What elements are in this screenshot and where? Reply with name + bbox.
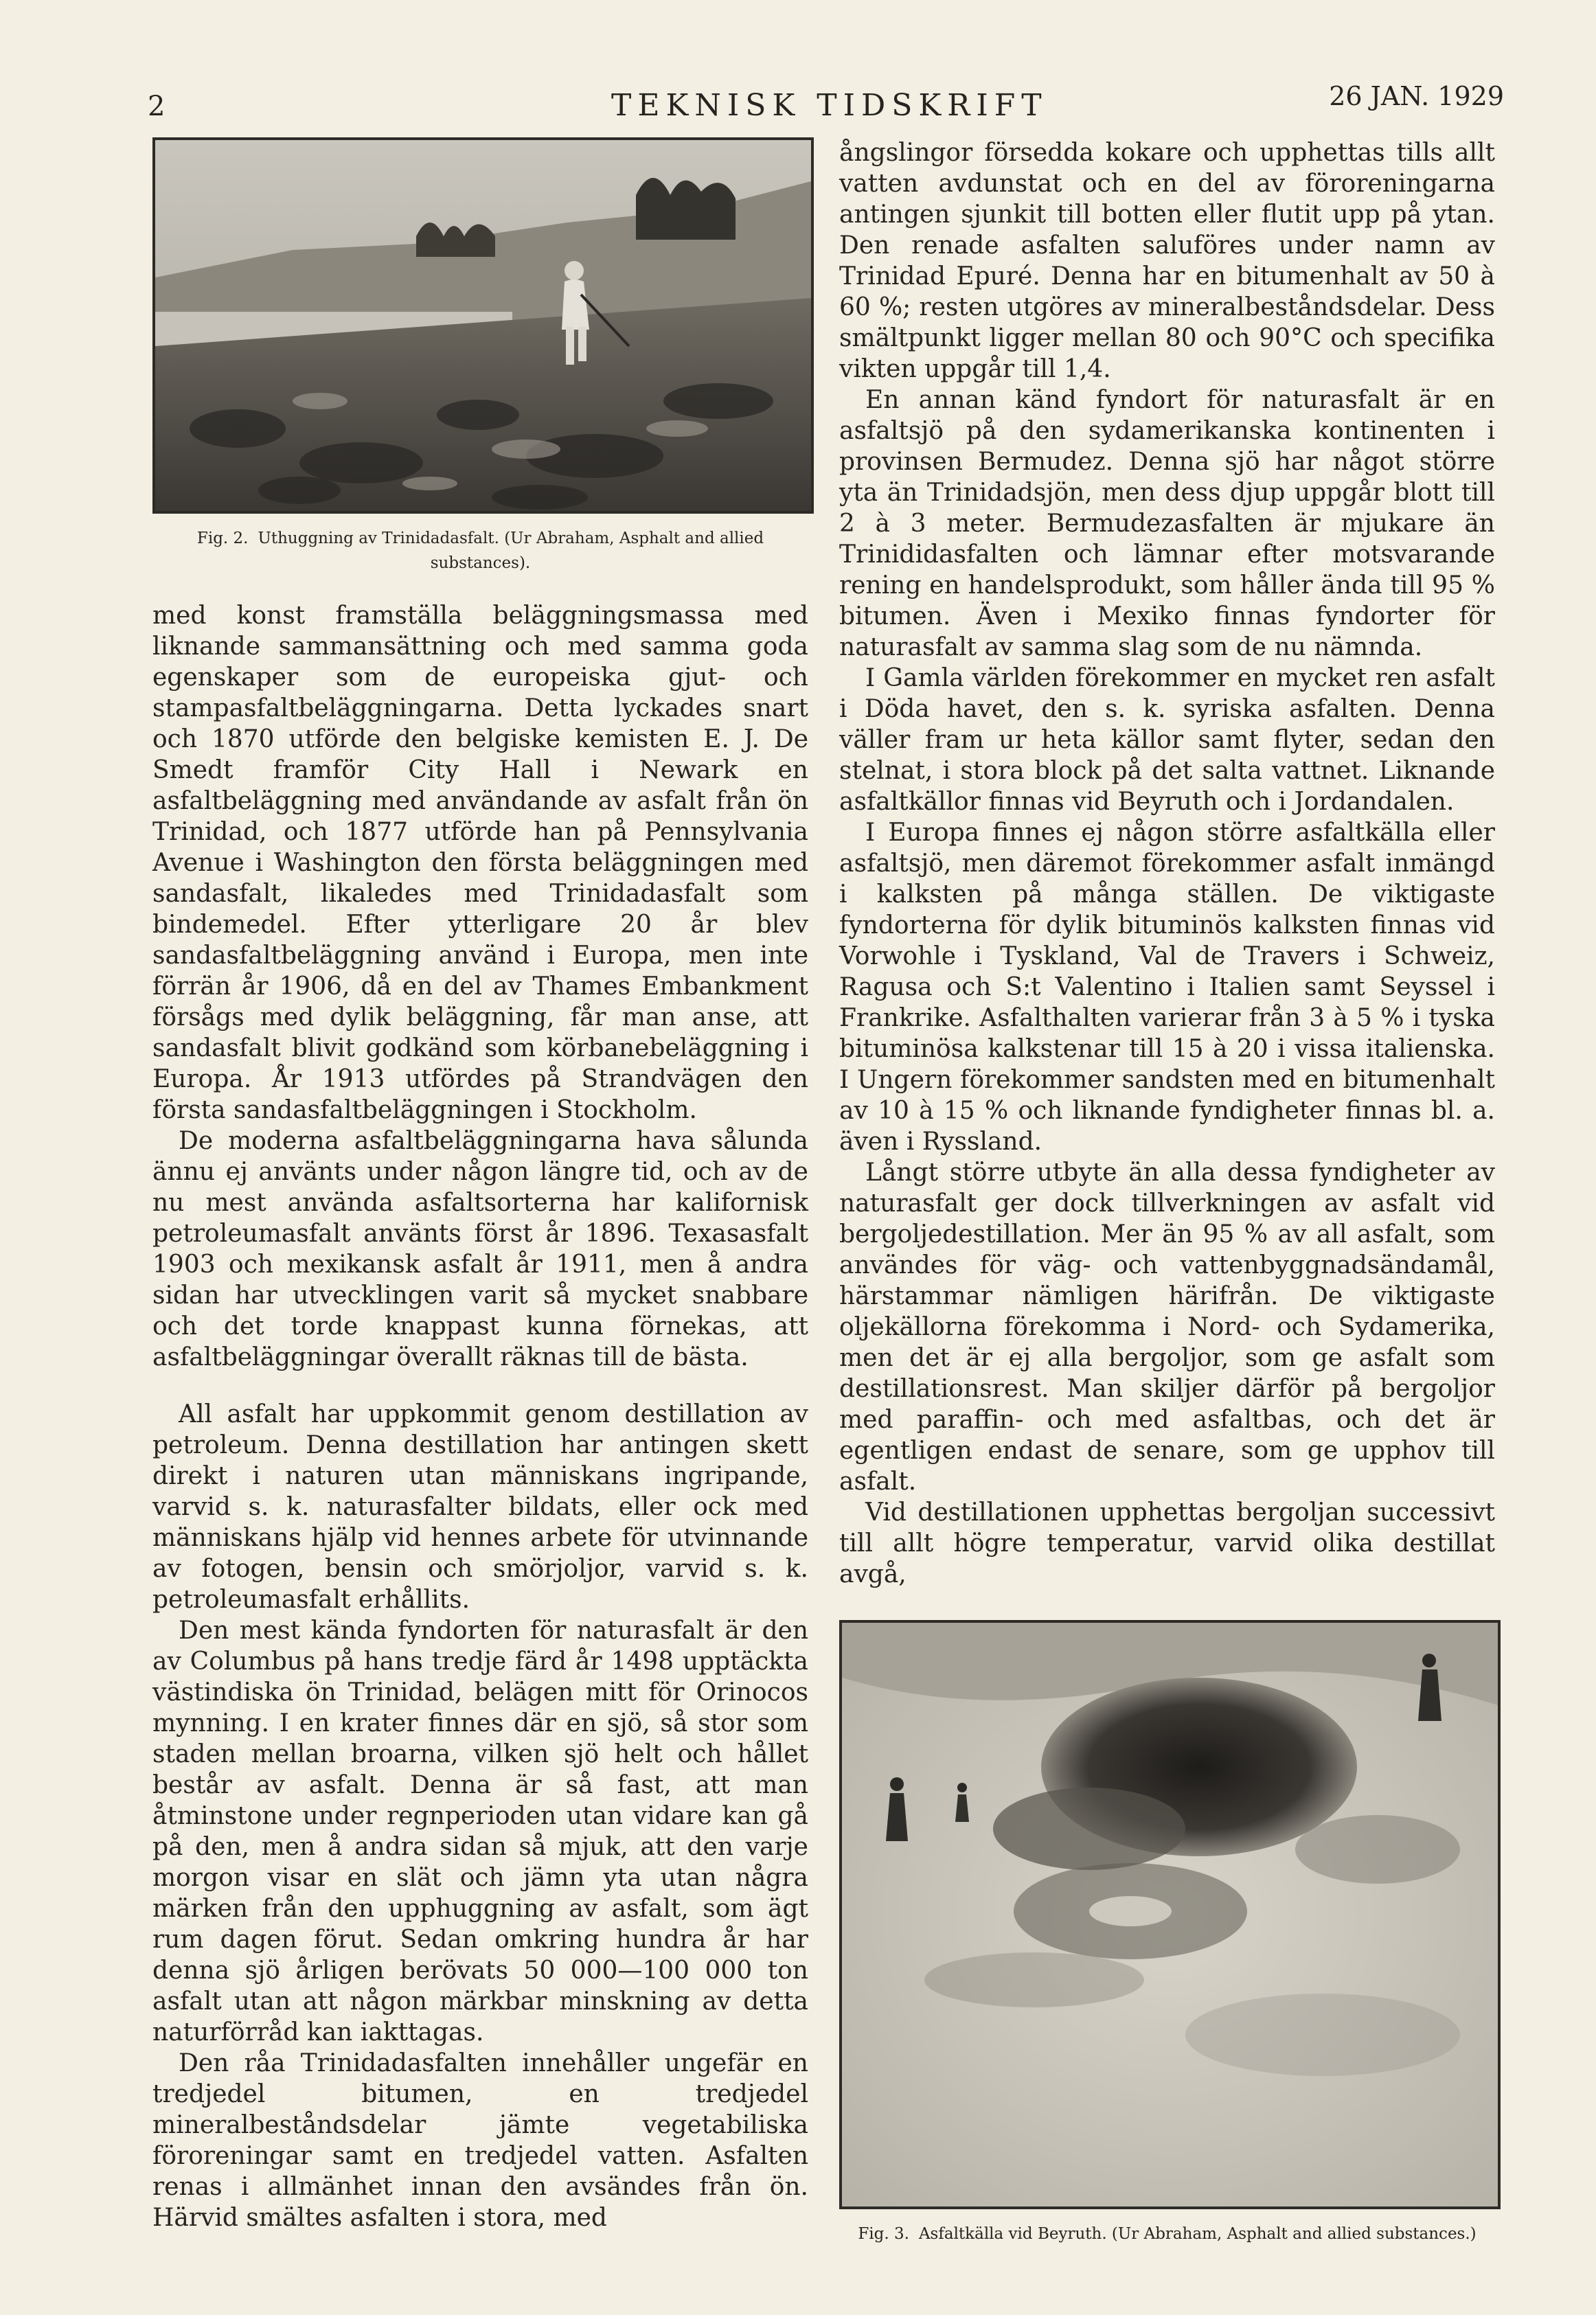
paragraph: De moderna asfaltbeläggningarna hava sålunda ännu ej använts under någon längre tid, och av de nu mest använda asfaltsorterna har kalifornisk petroleumasfalt använts först år 1896. Texasasfalt 1903 och mexikansk asfalt år 1911, men å andra sidan har utvecklingen varit så mycket snabbare och det torde knappast kunna förnekas, att asfaltbeläggningar överallt räknas till de bästa. [152, 1127, 808, 1371]
figure-3-caption [846, 2222, 1488, 2246]
page-number: 2 [148, 91, 166, 122]
paragraph: En annan känd fyndort för naturasfalt är en asfaltsjö på den sydamerikanska kontinenten i provinsen Bermudez. Denna sjö har något större yta än Trinidadsjön, men dess djup uppgår blott till 2 à 3 meter. Bermudezasfalten är mjukare än Trinididasfalten och lämnar efter motsvarande rening en handelsprodukt, som håller ända till 95 % bitumen. Även i Mexiko finnas fyndorter för naturasfalt av samma slag som de nu nämnda. [839, 386, 1495, 661]
figure-2-label: Fig. 2. [196, 529, 249, 547]
journal-title: TEKNISK TIDSKRIFT [611, 88, 1048, 123]
figure-2-photo [152, 137, 814, 514]
figure-3-label: Fig. 3. [858, 2225, 909, 2243]
right-column-text [839, 137, 1495, 1590]
figure-2-caption-text: Uthuggning av Trinidadasfalt. (Ur Abraham, Asphalt and allied substances). [258, 529, 764, 572]
paragraph: I Gamla världen förekommer en mycket ren asfalt i Döda havet, den s. k. syriska asfalten. Denna väller fram ur heta källor samt flyter, sedan den stelnat, i stora block på det salta vattnet. Liknande asfaltkällor finnas vid Beyruth och i Jordandalen. [839, 664, 1495, 816]
paragraph: ångslingor försedda kokare och upphettas tills allt vatten avdunstat och en del av föroreningarna antingen sjunkit till botten eller flutit upp på ytan. Den renade asfalten saluföres under namn av Trinidad Epuré. Denna har en bitumenhalt av 50 à 60 %; resten utgöres av mineralbeståndsdelar. Dess smältpunkt ligger mellan 80 och 90°C och specifika vikten uppgår till 1,4. [839, 139, 1495, 383]
figure-3-block [839, 1620, 1495, 2246]
paragraph: All asfalt har uppkommit genom destillation av petroleum. Denna destillation har antingen skett direkt i naturen utan människans ingripande, varvid s. k. naturasfalter bildats, eller ock med människans hjälp vid hennes arbete för utvinnande av fotogen, bensin och smörjoljor, varvid s. k. petroleumasfalt erhållits. [152, 1400, 808, 1614]
page-header [148, 81, 1504, 129]
paragraph: Den mest kända fyndorten för naturasfalt är den av Columbus på hans tredje färd år 1498 upptäckta västindiska ön Trinidad, belägen mitt för Orinocos mynning. I en krater finnes där en sjö, så stor som staden mellan broarna, vilken sjö helt och hållet består av asfalt. Denna är så fast, att man åtminstone under regnperioden utan vidare kan gå på den, men å andra sidan så mjuk, att den varje morgon visar en slät och jämn yta utan några märken från den upphuggning av asfalt, som ägt rum dagen förut. Sedan omkring hundra år har denna sjö årligen berövats 50 000—100 000 ton asfalt utan att någon märkbar minskning av detta naturförråd kan iakttagas. [152, 1617, 808, 2046]
paragraph: I Europa finnes ej någon större asfaltkälla eller asfaltsjö, men däremot förekommer asfalt inmängd i kalksten på många ställen. De viktigaste fyndorterna för dylik bituminös kalksten finnas vid Vorwohle i Tyskland, Val de Travers i Schweiz, Ragusa och S:t Valentino i Italien samt Seyssel i Frankrike. Asfalthalten varierar från 3 à 5 % i tyska bituminösa kalkstenar till 15 à 20 i vissa italienska. I Ungern förekommer sandsten med en bitumenhalt av 10 à 15 % och liknande fyndigheter finnas bl. a. även i Ryssland. [839, 819, 1495, 1156]
left-column-text [152, 600, 808, 2233]
right-column [839, 137, 1495, 2246]
figure-3-caption-text: Asfaltkälla vid Beyruth. (Ur Abraham, Asphalt and allied substances.) [918, 2225, 1477, 2243]
paragraph: Den råa Trinidadasfalten innehåller ungefär en tredjedel bitumen, en tredjedel mineralbeståndsdelar jämte vegetabiliska föroreningar samt en tredjedel vatten. Asfalten renas i allmänhet innan den avsändes från ön. Härvid smältes asfalten i stora, med [152, 2049, 808, 2232]
paragraph: Långt större utbyte än alla dessa fyndigheter av naturasfalt ger dock tillverkningen av asfalt vid bergoljedestillation. Mer än 95 % av all asfalt, som användes för väg- och vattenbyggnadsändamål, härstammar nämligen härifrån. De viktigaste oljekällorna förekomma i Nord- och Sydamerika, men det är ej alla bergoljor, som ge asfalt som destillationsrest. Man skiljer därför på bergoljor med paraffin- och med asfaltbas, och det är egentligen endast de senare, som ge upphov till asfalt. [839, 1159, 1495, 1496]
figure-3-photo [839, 1620, 1501, 2209]
asphalt-digging-photo [155, 140, 811, 511]
paragraph: Vid destillationen upphettas bergoljan successivt till allt högre temperatur, varvid olika destillat avgå, [839, 1498, 1495, 1588]
asphalt-spring-photo [842, 1623, 1498, 2206]
paragraph: med konst framställa beläggningsmassa med liknande sammansättning och med samma goda egenskaper som de europeiska gjut- och stampasfaltbeläggningarna. Detta lyckades snart och 1870 utförde den belgiske kemisten E. J. De Smedt framför City Hall i Newark en asfaltbeläggning med användande av asfalt från ön Trinidad, och 1877 utförde han på Pennsylvania Avenue i Washington den första beläggningen med sandasfalt, likaledes med Trinidadasfalt som bindemedel. Efter ytterligare 20 år blev sandasfaltbeläggning använd i Europa, men inte förrän år 1906, då en del av Thames Embankment försågs med dylik beläggning, får man anse, att sandasfalt blivit godkänd som körbanebeläggning i Europa. År 1913 utfördes på Strandvägen den första sandasfaltbeläggningen i Stockholm. [152, 602, 808, 1124]
figure-2-caption [159, 526, 801, 575]
left-column [152, 137, 808, 2233]
issue-date: 26 JAN. 1929 [1329, 81, 1504, 111]
